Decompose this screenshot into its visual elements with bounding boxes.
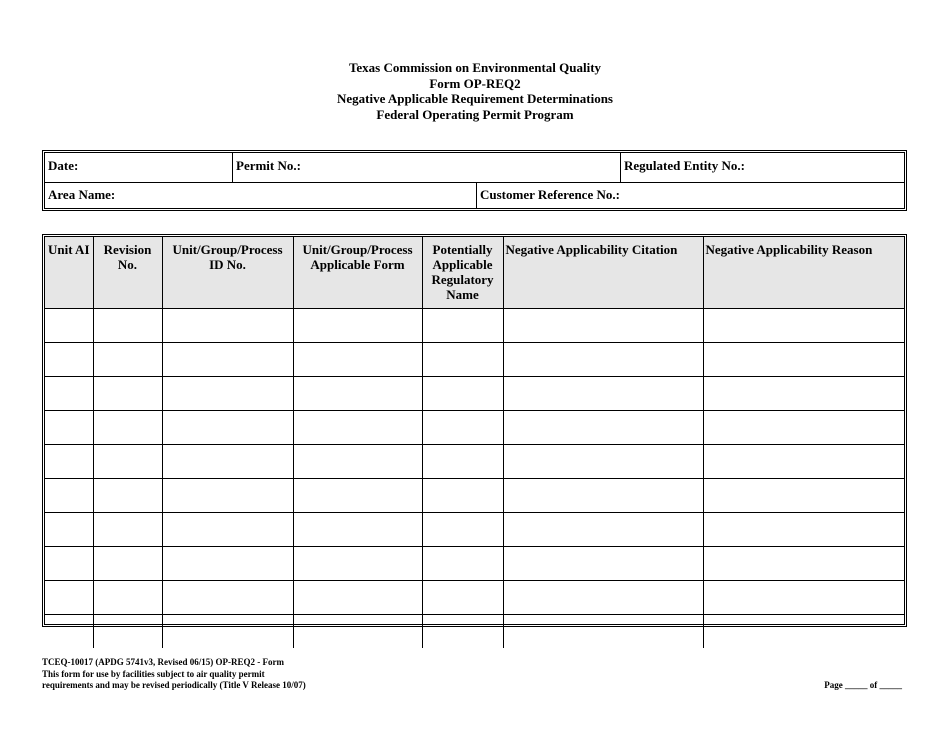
cell-applicable-form[interactable] bbox=[293, 615, 422, 649]
cell-revision-no[interactable] bbox=[93, 513, 162, 547]
cell-unit-ai[interactable] bbox=[45, 445, 93, 479]
cell-unit-ai[interactable] bbox=[45, 581, 93, 615]
permit-number-field[interactable] bbox=[233, 153, 619, 182]
cell-revision-no[interactable] bbox=[93, 581, 162, 615]
cell-citation[interactable] bbox=[503, 343, 703, 377]
cell-regulatory-name[interactable] bbox=[422, 411, 503, 445]
cell-unit-ai[interactable] bbox=[45, 513, 93, 547]
date-field[interactable] bbox=[45, 153, 232, 182]
cell-applicable-form[interactable] bbox=[293, 547, 422, 581]
cell-revision-no[interactable] bbox=[93, 479, 162, 513]
cell-applicable-form[interactable] bbox=[293, 581, 422, 615]
form-code: TCEQ-10017 (APDG 5741v3, Revised 06/15) OP-REQ2 - Form bbox=[42, 657, 284, 667]
cell-applicable-form[interactable] bbox=[293, 309, 422, 343]
table-row bbox=[45, 513, 904, 547]
program-title: Federal Operating Permit Program bbox=[376, 106, 574, 122]
table-header-row bbox=[45, 237, 904, 309]
customer-reference-field[interactable] bbox=[477, 182, 904, 209]
cell-revision-no[interactable] bbox=[93, 445, 162, 479]
cell-reason[interactable] bbox=[703, 513, 904, 547]
footer-note-1: This form for use by facilities subject to air quality permit bbox=[42, 668, 265, 679]
regulated-entity-field[interactable] bbox=[621, 153, 904, 182]
col-header-regulatory-name: Potentially Applicable Regulatory Name bbox=[422, 237, 503, 309]
table-row bbox=[45, 581, 904, 615]
table-row bbox=[45, 309, 904, 343]
table-row bbox=[45, 377, 904, 411]
cell-applicable-form[interactable] bbox=[293, 513, 422, 547]
table-row bbox=[45, 479, 904, 513]
cell-regulatory-name[interactable] bbox=[422, 615, 503, 649]
cell-citation[interactable] bbox=[503, 411, 703, 445]
cell-unit-ai[interactable] bbox=[45, 377, 93, 411]
cell-reason[interactable] bbox=[703, 343, 904, 377]
cell-regulatory-name[interactable] bbox=[422, 309, 503, 343]
cell-citation[interactable] bbox=[503, 513, 703, 547]
col-header-revision-no: Revision No. bbox=[93, 237, 162, 309]
cell-id-no[interactable] bbox=[162, 377, 293, 411]
table-row bbox=[45, 547, 904, 581]
area-name-label: Area Name: bbox=[48, 187, 116, 202]
cell-regulatory-name[interactable] bbox=[422, 343, 503, 377]
cell-citation[interactable] bbox=[503, 615, 703, 649]
date-label: Date: bbox=[48, 158, 79, 173]
cell-applicable-form[interactable] bbox=[293, 411, 422, 445]
cell-unit-ai[interactable] bbox=[45, 411, 93, 445]
cell-id-no[interactable] bbox=[162, 615, 293, 649]
cell-reason[interactable] bbox=[703, 377, 904, 411]
cell-reason[interactable] bbox=[703, 547, 904, 581]
cell-revision-no[interactable] bbox=[93, 615, 162, 649]
info-row-1 bbox=[45, 153, 904, 183]
cell-reason[interactable] bbox=[703, 309, 904, 343]
cell-revision-no[interactable] bbox=[93, 377, 162, 411]
cell-reason[interactable] bbox=[703, 445, 904, 479]
cell-regulatory-name[interactable] bbox=[422, 547, 503, 581]
form-number: Form OP-REQ2 bbox=[429, 75, 521, 91]
cell-revision-no[interactable] bbox=[93, 411, 162, 445]
regulated-entity-label: Regulated Entity No.: bbox=[624, 158, 745, 173]
cell-citation[interactable] bbox=[503, 445, 703, 479]
cell-reason[interactable] bbox=[703, 479, 904, 513]
cell-applicable-form[interactable] bbox=[293, 479, 422, 513]
cell-applicable-form[interactable] bbox=[293, 377, 422, 411]
cell-citation[interactable] bbox=[503, 581, 703, 615]
cell-citation[interactable] bbox=[503, 309, 703, 343]
cell-regulatory-name[interactable] bbox=[422, 479, 503, 513]
col-header-id-no: Unit/Group/Process ID No. bbox=[162, 237, 293, 309]
cell-citation[interactable] bbox=[503, 547, 703, 581]
footer-note-2: requirements and may be revised periodically (Title V Release 10/07) bbox=[42, 680, 306, 690]
form-footer bbox=[42, 657, 306, 692]
agency-title: Texas Commission on Environmental Quality bbox=[348, 60, 602, 75]
page-number: Page _____ of _____ bbox=[824, 680, 902, 690]
cell-revision-no[interactable] bbox=[93, 309, 162, 343]
info-row-2 bbox=[45, 182, 904, 209]
cell-id-no[interactable] bbox=[162, 581, 293, 615]
cell-applicable-form[interactable] bbox=[293, 445, 422, 479]
permit-number-label: Permit No.: bbox=[236, 158, 301, 173]
form-header bbox=[0, 60, 950, 122]
customer-reference-label: Customer Reference No.: bbox=[480, 187, 620, 202]
cell-unit-ai[interactable] bbox=[45, 479, 93, 513]
cell-id-no[interactable] bbox=[162, 411, 293, 445]
cell-id-no[interactable] bbox=[162, 547, 293, 581]
cell-id-no[interactable] bbox=[162, 479, 293, 513]
cell-unit-ai[interactable] bbox=[45, 615, 93, 649]
col-header-reason: Negative Applicability Reason bbox=[703, 237, 904, 309]
cell-reason[interactable] bbox=[703, 581, 904, 615]
cell-regulatory-name[interactable] bbox=[422, 445, 503, 479]
area-name-field[interactable] bbox=[45, 182, 476, 209]
col-header-citation: Negative Applicability Citation bbox=[503, 237, 703, 309]
cell-id-no[interactable] bbox=[162, 343, 293, 377]
form-title: Negative Applicable Requirement Determinations bbox=[337, 91, 613, 106]
cell-id-no[interactable] bbox=[162, 513, 293, 547]
cell-id-no[interactable] bbox=[162, 309, 293, 343]
cell-regulatory-name[interactable] bbox=[422, 581, 503, 615]
table-row bbox=[45, 445, 904, 479]
col-header-unit-ai: Unit AI bbox=[45, 237, 93, 309]
cell-reason[interactable] bbox=[703, 411, 904, 445]
cell-applicable-form[interactable] bbox=[293, 343, 422, 377]
cell-unit-ai[interactable] bbox=[45, 547, 93, 581]
col-header-applicable-form: Unit/Group/Process Applicable Form bbox=[293, 237, 422, 309]
cell-id-no[interactable] bbox=[162, 445, 293, 479]
cell-unit-ai[interactable] bbox=[45, 309, 93, 343]
table-row bbox=[45, 343, 904, 377]
cell-regulatory-name[interactable] bbox=[422, 377, 503, 411]
table-row bbox=[45, 411, 904, 445]
cell-revision-no[interactable] bbox=[93, 547, 162, 581]
info-box bbox=[42, 150, 907, 211]
cell-citation[interactable] bbox=[503, 479, 703, 513]
cell-revision-no[interactable] bbox=[93, 343, 162, 377]
cell-unit-ai[interactable] bbox=[45, 343, 93, 377]
requirements-table bbox=[42, 234, 907, 627]
cell-reason[interactable] bbox=[703, 615, 904, 649]
cell-citation[interactable] bbox=[503, 377, 703, 411]
cell-regulatory-name[interactable] bbox=[422, 513, 503, 547]
table-row bbox=[45, 615, 904, 649]
